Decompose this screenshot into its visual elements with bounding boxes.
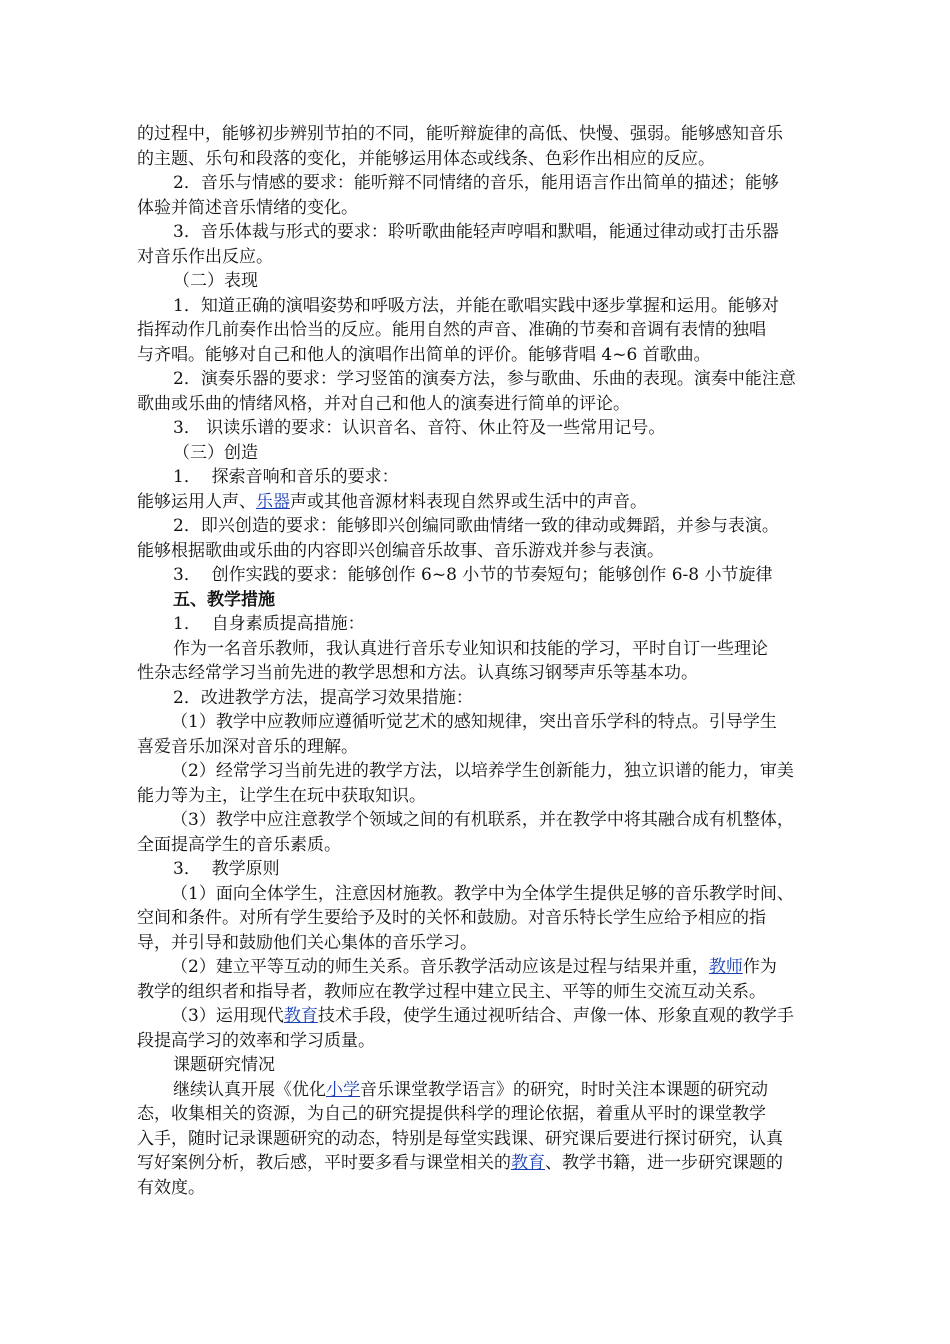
text-line (137, 1078, 847, 1103)
text-line (137, 1151, 847, 1176)
text-line: 3． 识读乐谱的要求：认识音名、音符、休止符及一些常用记号。 (173, 418, 666, 438)
text-span: 继续认真开展《优化 (173, 1079, 326, 1100)
text-span: 写好案例分析，教后感，平时要多看与课堂相关的 (137, 1153, 511, 1173)
text-line: 1． 自身素质提高措施： (173, 614, 365, 634)
text-line: 教学的组织者和指导者，教师应在教学过程中建立民主、平等的师生交流互动关系。 (137, 981, 766, 1002)
link-teacher[interactable]: 教师 (708, 957, 743, 977)
text-span: （3）运用现代 (171, 1006, 284, 1026)
text-line (137, 490, 847, 515)
text-line: 段提高学习的效率和学习质量。 (137, 1030, 375, 1051)
text-line: 2．即兴创造的要求：能够即兴创编同歌曲情绪一致的律动或舞蹈，并参与表演。 (173, 516, 779, 536)
text-line (137, 955, 847, 980)
text-line (137, 1004, 847, 1029)
text-line: 喜爱音乐加深对音乐的理解。 (137, 736, 358, 757)
text-line: 3．音乐体裁与形式的要求：聆听歌曲能轻声哼唱和默唱，能通过律动或打击乐器 (173, 222, 779, 242)
text-line: （1）面向全体学生，注意因材施教。教学中为全体学生提供足够的音乐教学时间、 (171, 883, 794, 904)
section-heading: （三）创造 (173, 442, 258, 463)
text-line: 歌曲或乐曲的情绪风格，并对自己和他人的演奏进行简单的评论。 (137, 393, 630, 414)
text-line: 空间和条件。对所有学生要给予及时的关怀和鼓励。对音乐特长学生应给予相应的指 (137, 908, 766, 928)
text-line: 导，并引导和鼓励他们关心集体的音乐学习。 (137, 932, 477, 953)
text-line: 入手，随时记录课题研究的动态，特别是每堂实践课、研究课后要进行探讨研究，认真 (137, 1128, 783, 1149)
text-line: 作为一名音乐教师，我认真进行音乐专业知识和技能的学习，平时自订一些理论 (173, 638, 768, 659)
text-span: 音乐课堂教学语言》的研究，时时关注本课题的研究动 (360, 1079, 768, 1100)
text-line: 指挥动作几前奏作出恰当的反应。能用自然的声音、准确的节奏和音调有表情的独唱 (137, 320, 766, 340)
text-line: 1．知道正确的演唱姿势和呼吸方法，并能在歌唱实践中逐步掌握和运用。能够对 (173, 295, 779, 316)
text-span: 能够运用人声、 (137, 491, 256, 512)
text-line: 态，收集相关的资源，为自己的研究提提供科学的理论依据，着重从平时的课堂教学 (137, 1104, 766, 1124)
document-body (137, 122, 847, 1200)
section-heading: 课题研究情况 (173, 1055, 275, 1075)
text-line: 2．音乐与情感的要求：能听辩不同情绪的音乐，能用语言作出简单的描述；能够 (173, 173, 779, 193)
text-line: 全面提高学生的音乐素质。 (137, 834, 341, 855)
link-education-2[interactable]: 教育 (511, 1153, 545, 1173)
text-line: （1）教学中应教师应遵循听觉艺术的感知规律，突出音乐学科的特点。引导学生 (171, 712, 777, 732)
text-line: 与齐唱。能够对自己和他人的演唱作出简单的评价。能够背唱 4~6 首歌曲。 (137, 344, 711, 365)
text-line: 性杂志经常学习当前先进的教学思想和方法。认真练习钢琴声乐等基本功。 (137, 663, 698, 683)
text-line: 对音乐作出反应。 (137, 246, 273, 267)
text-line: 有效度。 (137, 1177, 205, 1198)
text-span: 作为 (742, 957, 777, 977)
text-line: 能够根据歌曲或乐曲的内容即兴创编音乐故事、音乐游戏并参与表演。 (137, 540, 664, 561)
text-span: （2）建立平等互动的师生关系。音乐教学活动应该是过程与结果并重， (171, 957, 709, 977)
text-line: 的过程中，能够初步辨别节拍的不同，能听辩旋律的高低、快慢、强弱。能够感知音乐 (137, 124, 783, 144)
text-line: （3）教学中应注意教学个领域之间的有机联系，并在教学中将其融合成有机整体， (171, 810, 794, 830)
link-instrument[interactable]: 乐器 (256, 491, 290, 512)
text-span: 声或其他音源材料表现自然界或生活中的声音。 (290, 491, 647, 512)
text-line: 的主题、乐句和段落的变化，并能够运用体态或线条、色彩作出相应的反应。 (137, 148, 715, 169)
text-line: 3． 创作实践的要求：能够创作 6~8 小节的节奏短句；能够创作 6-8 小节旋律 (173, 565, 773, 585)
text-line: 2．改进教学方法，提高学习效果措施： (173, 687, 473, 708)
link-education[interactable]: 教育 (283, 1006, 318, 1026)
text-line: 2．演奏乐器的要求：学习竖笛的演奏方法，参与歌曲、乐曲的表现。演奏中能注意 (173, 369, 796, 389)
section-heading: （二）表现 (173, 271, 258, 291)
section-heading: 五、教学措施 (173, 589, 275, 610)
text-line: 体验并简述音乐情绪的变化。 (137, 197, 358, 218)
text-line: 1． 探索音响和音乐的要求： (173, 467, 399, 487)
text-span: 、教学书籍，进一步研究课题的 (545, 1153, 783, 1173)
text-line: 能力等为主，让学生在玩中获取知识。 (137, 785, 426, 806)
text-line: 3． 教学原则 (173, 859, 280, 879)
text-line: （2）经常学习当前先进的教学方法，以培养学生创新能力，独立识谱的能力，审美 (171, 761, 794, 781)
text-span: 技术手段，使学生通过视听结合、声像一体、形象直观的教学手 (317, 1006, 794, 1026)
link-primary-school[interactable]: 小学 (326, 1079, 360, 1100)
